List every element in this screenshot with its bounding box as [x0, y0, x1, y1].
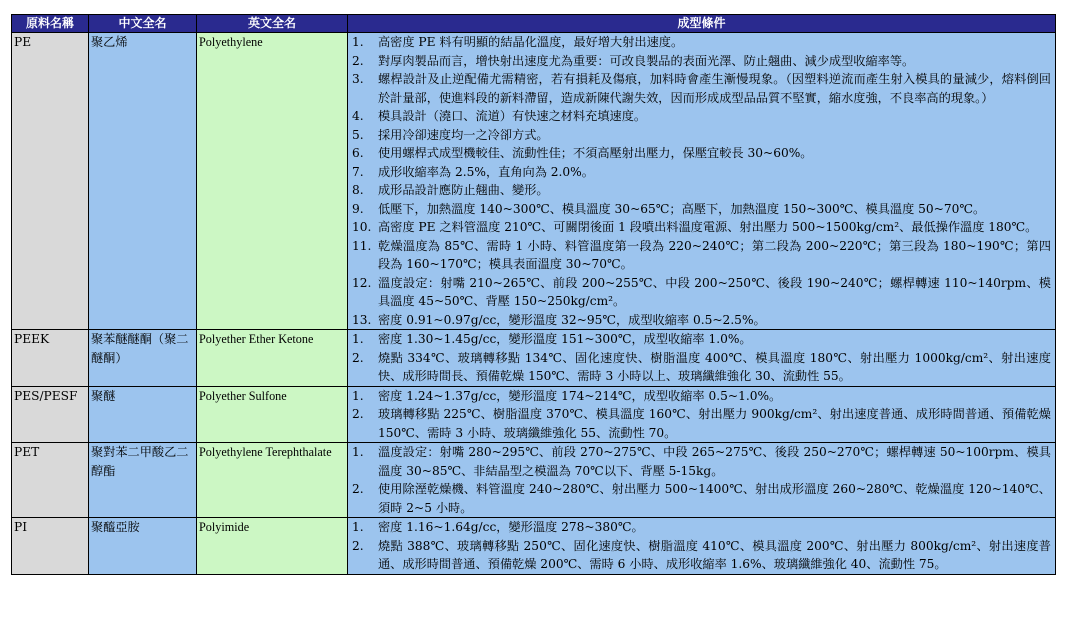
conditions-list	[350, 330, 1053, 386]
table-row	[12, 386, 1056, 443]
chinese-name-cell: 聚苯醚醚酮（聚二醚酮）	[89, 330, 197, 387]
english-name-cell: Polyethylene Terephthalate	[197, 443, 348, 518]
condition-item	[350, 52, 1053, 71]
condition-number: 1.	[352, 388, 364, 403]
condition-number: 1.	[352, 445, 364, 459]
condition-text: 密度 1.24~1.37g/cc，變形溫度 174~214℃，成型收縮率 0.5~1.0%。	[378, 388, 782, 403]
condition-text: 玻璃轉移點 225℃、樹脂溫度 370℃、模具溫度 160℃、射出壓力 900kg/cm²、射出速度普通、成形時間普通、預備乾燥 150℃、需時 3 小時、玻璃纖維強化 55、流動性 70。	[378, 407, 1051, 440]
condition-text: 低壓下，加熱溫度 140~300℃、模具溫度 30~65℃；高壓下，加熱溫度 150~300℃、模具溫度 50~70℃。	[378, 201, 986, 216]
header-english-name: 英文全名	[197, 15, 348, 33]
conditions-list	[350, 33, 1053, 329]
condition-item	[350, 274, 1053, 311]
condition-number: 2.	[352, 407, 364, 421]
condition-text: 成形收縮率為 2.5%，直角向為 2.0%。	[378, 164, 594, 179]
conditions-cell	[348, 386, 1056, 443]
english-name-cell: Polyimide	[197, 518, 348, 575]
raw-material-cell: PEEK	[12, 330, 89, 387]
condition-number: 13.	[352, 312, 372, 327]
english-name-cell: Polyether Sulfone	[197, 386, 348, 443]
raw-material-cell: PE	[12, 33, 89, 330]
condition-number: 6.	[352, 146, 364, 160]
condition-text: 溫度設定：射嘴 280~295℃、前段 270~275℃、中段 265~275℃、後段 250~270℃；螺桿轉速 50~100rpm、模具溫度 30~85℃、非結晶型之模溫為 70℃以下、背壓 5-15kg。	[378, 445, 1051, 478]
condition-number: 11.	[352, 238, 372, 253]
condition-text: 高密度 PE 料有明顯的結晶化溫度，最好增大射出速度。	[378, 35, 684, 49]
condition-text: 成形品設計應防止翹曲、變形。	[378, 183, 549, 197]
condition-text: 溫度設定：射嘴 210~265℃、前段 200~255℃、中段 200~250℃、後段 190~240℃；螺桿轉速 110~140rpm、模具溫度 45~50℃、背壓 150~250kg/cm²。	[378, 275, 1051, 308]
table-row	[12, 518, 1056, 575]
conditions-cell	[348, 33, 1056, 330]
table-row	[12, 330, 1056, 387]
condition-text: 使用螺桿式成型機較佳、流動性佳；不須高壓射出壓力，保壓宜較長 30~60%。	[378, 146, 813, 160]
condition-text: 採用冷卻速度均一之冷卻方式。	[378, 127, 549, 142]
chinese-name-cell: 聚醚	[89, 386, 197, 443]
condition-item	[350, 349, 1053, 386]
condition-number: 12.	[352, 275, 372, 290]
header-raw-material: 原料名稱	[12, 15, 89, 33]
condition-number: 7.	[352, 164, 364, 179]
condition-text: 螺桿設計及止逆配備尤需精密，若有損耗及傷痕，加料時會產生漸慢現象。（因塑料逆流而產生射入模具的量減少，熔料倒回於計量部，使進料段的新料滯留，造成新陳代謝失效，因而形成成型品品質不堅實，縮水度強，不良率高的現象。）	[378, 72, 1051, 105]
condition-text: 燒點 334℃、玻璃轉移點 134℃、固化速度快、樹脂溫度 400℃、模具溫度 180℃、射出壓力 1000kg/cm²、射出速度快、成形時間長、預備乾燥 150℃、需時 3 小時以上、玻璃纖維強化 30、流動性 55。	[378, 350, 1051, 383]
condition-item	[350, 443, 1053, 480]
condition-item	[350, 537, 1053, 574]
english-name-cell: Polyether Ether Ketone	[197, 330, 348, 387]
conditions-cell	[348, 443, 1056, 518]
condition-item	[350, 405, 1053, 442]
condition-item	[350, 181, 1053, 200]
condition-text: 對厚肉製品而言，增快射出速度尤為重要：可改良製品的表面光澤、防止翹曲、減少成型收縮率等。	[378, 53, 915, 68]
conditions-cell	[348, 518, 1056, 575]
condition-text: 燒點 388℃、玻璃轉移點 250℃、固化速度快、樹脂溫度 410℃、模具溫度 200℃、射出壓力 800kg/cm²、射出速度普通、成形時間普通、預備乾燥 200℃、需時 6 小時、成形收縮率 1.6%、玻璃纖維強化 40、流動性 75。	[378, 538, 1051, 571]
chinese-name-cell: 聚對苯二甲酸乙二醇酯	[89, 443, 197, 518]
chinese-name-cell: 聚醯亞胺	[89, 518, 197, 575]
condition-item	[350, 33, 1053, 52]
condition-number: 1.	[352, 332, 364, 346]
header-row	[12, 15, 1056, 33]
condition-number: 2.	[352, 53, 364, 68]
condition-item	[350, 518, 1053, 537]
table-row	[12, 33, 1056, 330]
condition-text: 使用除溼乾燥機、料管溫度 240~280℃、射出壓力 500~1400℃、射出成形溫度 260~280℃、乾燥溫度 120~140℃、須時 2~5 小時。	[378, 482, 1051, 515]
condition-number: 5.	[352, 127, 364, 142]
condition-text: 模具設計（澆口、流道）有快速之材料充填速度。	[378, 109, 647, 123]
condition-item	[350, 70, 1053, 107]
raw-material-cell: PES/PESF	[12, 386, 89, 443]
raw-material-cell: PET	[12, 443, 89, 518]
condition-item	[350, 311, 1053, 330]
header-chinese-name: 中文全名	[89, 15, 197, 33]
condition-number: 2.	[352, 482, 364, 496]
condition-number: 2.	[352, 538, 364, 553]
condition-number: 3.	[352, 72, 364, 86]
condition-text: 高密度 PE 之料管溫度 210℃、可關閉後面 1 段噴出料溫度電源、射出壓力 500~1500kg/cm²、最低操作溫度 180℃。	[378, 220, 1038, 234]
conditions-list	[350, 518, 1053, 574]
condition-number: 1.	[352, 35, 364, 49]
condition-item	[350, 218, 1053, 237]
condition-item	[350, 126, 1053, 145]
conditions-cell	[348, 330, 1056, 387]
conditions-list	[350, 443, 1053, 517]
condition-item	[350, 480, 1053, 517]
table-row	[12, 443, 1056, 518]
condition-item	[350, 144, 1053, 163]
condition-number: 8.	[352, 183, 364, 197]
condition-item	[350, 237, 1053, 274]
condition-number: 4.	[352, 109, 364, 123]
molding-conditions-table	[11, 14, 1056, 575]
conditions-list	[350, 387, 1053, 443]
condition-item	[350, 330, 1053, 349]
condition-number: 9.	[352, 201, 364, 216]
condition-text: 乾燥溫度為 85℃、需時 1 小時、料管溫度第一段為 220~240℃；第二段為 200~220℃；第三段為 180~190℃；第四段為 160~170℃；模具表面溫度 30~70℃。	[378, 238, 1051, 271]
english-name-cell: Polyethylene	[197, 33, 348, 330]
raw-material-cell: PI	[12, 518, 89, 575]
condition-text: 密度 0.91~0.97g/cc，變形溫度 32~95℃，成型收縮率 0.5~2.5%。	[378, 312, 766, 327]
condition-item	[350, 107, 1053, 126]
condition-text: 密度 1.16~1.64g/cc，變形溫度 278~380℃。	[378, 520, 644, 534]
condition-text: 密度 1.30~1.45g/cc，變形溫度 151~300℃，成型收縮率 1.0%。	[378, 332, 752, 346]
condition-number: 2.	[352, 350, 364, 365]
condition-number: 1.	[352, 520, 364, 534]
condition-item	[350, 163, 1053, 182]
chinese-name-cell: 聚乙烯	[89, 33, 197, 330]
header-molding-conditions: 成型條件	[348, 15, 1056, 33]
condition-number: 10.	[352, 220, 372, 234]
condition-item	[350, 200, 1053, 219]
condition-item	[350, 387, 1053, 406]
